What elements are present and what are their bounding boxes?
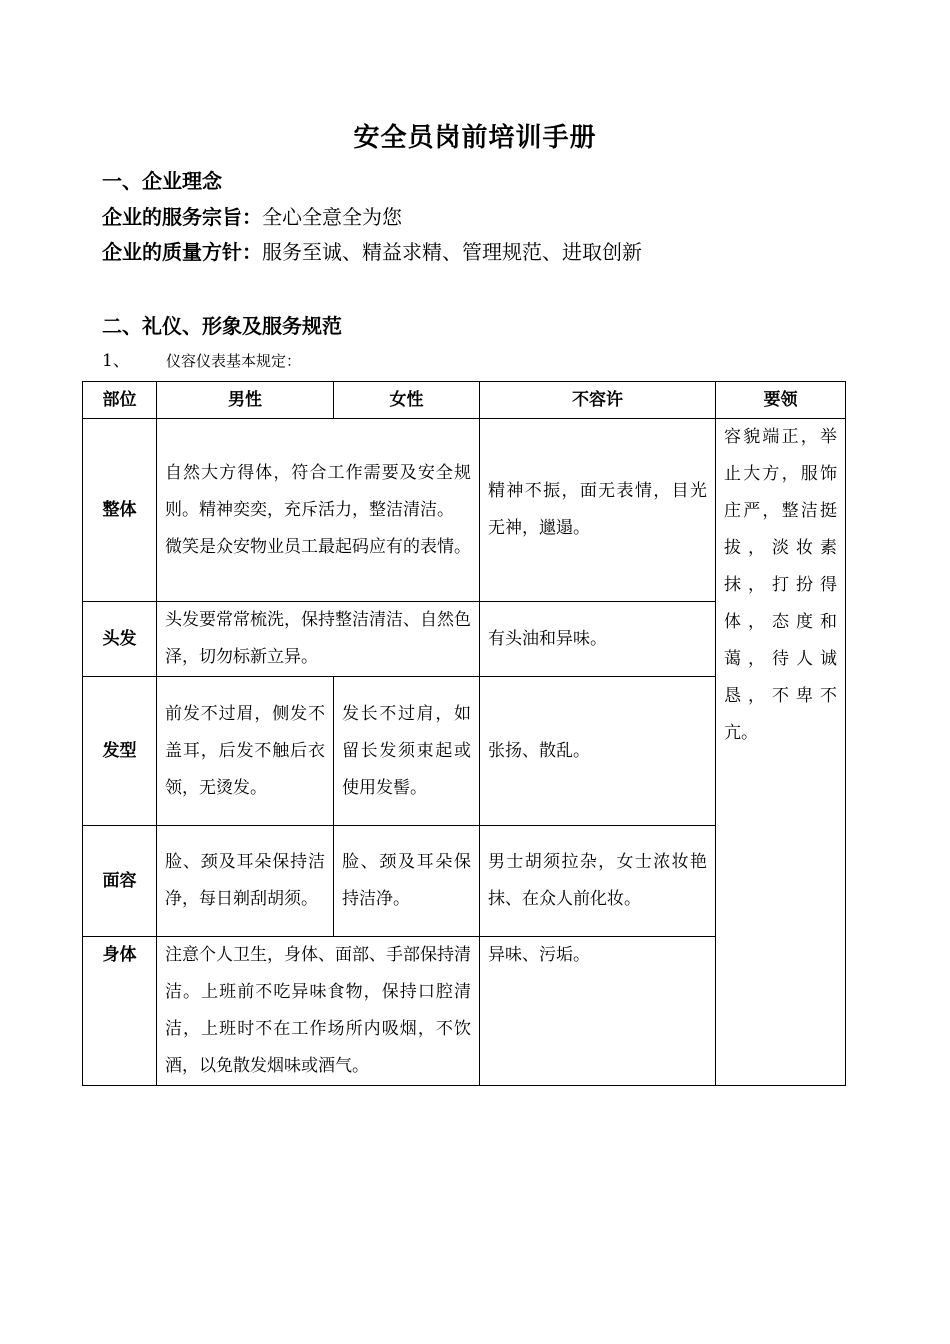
list-item-1: [102, 346, 301, 371]
row-part-face: 面容: [83, 826, 157, 937]
overall-requirement-text: 自然大方得体，符合工作需要及安全规则。精神奕奕，充斥活力，整洁清洁。: [165, 462, 471, 520]
list-item-number: 1、: [102, 351, 130, 371]
service-purpose-label: 企业的服务宗旨：: [102, 205, 262, 229]
row-part-overall: 整体: [83, 419, 157, 602]
row-part-hair: 头发: [83, 602, 157, 677]
appearance-rules-table: [82, 381, 846, 1086]
hairstyle-female: 发长不过肩，如留长发须束起或使用发髻。: [334, 677, 480, 826]
face-female: 脸、颈及耳朵保持洁净。: [334, 826, 480, 937]
hairstyle-forbidden: 张扬、散乱。: [480, 677, 716, 826]
body-requirement: 注意个人卫生，身体、面部、手部保持清洁。上班前不吃异味食物，保持口腔清洁，上班时不在工作场所内吸烟，不饮酒，以免散发烟味或酒气。: [157, 937, 480, 1086]
service-purpose-line: [102, 201, 402, 230]
header-key: 要领: [716, 382, 846, 419]
quality-policy-label: 企业的质量方针：: [102, 240, 262, 264]
hairstyle-male: 前发不过眉，侧发不盖耳，后发不触后衣领，无烫发。: [157, 677, 334, 826]
section-heading-1: 一、企业理念: [102, 169, 222, 193]
overall-smile-text: 微笑是众安物业员工最起码应有的表情。: [165, 536, 471, 557]
service-purpose-text: 全心全意全为您: [262, 205, 402, 229]
body-forbidden: 异味、污垢。: [480, 937, 716, 1086]
table-row: [83, 419, 846, 602]
header-part: 部位: [83, 382, 157, 419]
table-header-row: [83, 382, 846, 419]
overall-requirement: [157, 419, 480, 602]
list-item-text: 仪容仪表基本规定：: [166, 352, 302, 370]
header-forbidden: 不容许: [480, 382, 716, 419]
face-forbidden: 男士胡须拉杂，女士浓妆艳抹、在众人前化妆。: [480, 826, 716, 937]
hair-forbidden: 有头油和异味。: [480, 602, 716, 677]
quality-policy-line: [102, 236, 642, 265]
row-part-hairstyle: 发型: [83, 677, 157, 826]
hair-requirement: 头发要常常梳洗，保持整洁清洁、自然色泽，切勿标新立异。: [157, 602, 480, 677]
row-part-body: 身体: [83, 937, 157, 1086]
section-heading-2: 二、礼仪、形象及服务规范: [102, 314, 342, 338]
header-male: 男性: [157, 382, 334, 419]
overall-forbidden: 精神不振，面无表情，目光无神，邋遢。: [480, 419, 716, 602]
quality-policy-text: 服务至诚、精益求精、管理规范、进取创新: [262, 240, 642, 264]
header-female: 女性: [334, 382, 480, 419]
face-male: 脸、颈及耳朵保持洁净，每日剃刮胡须。: [157, 826, 334, 937]
document-title: 安全员岗前培训手册: [353, 123, 597, 153]
key-points: 容貌端正，举止大方，服饰庄严，整洁挺拔，淡妆素抹，打扮得体，态度和蔼，待人诚恳，不卑不亢。: [716, 419, 846, 1086]
